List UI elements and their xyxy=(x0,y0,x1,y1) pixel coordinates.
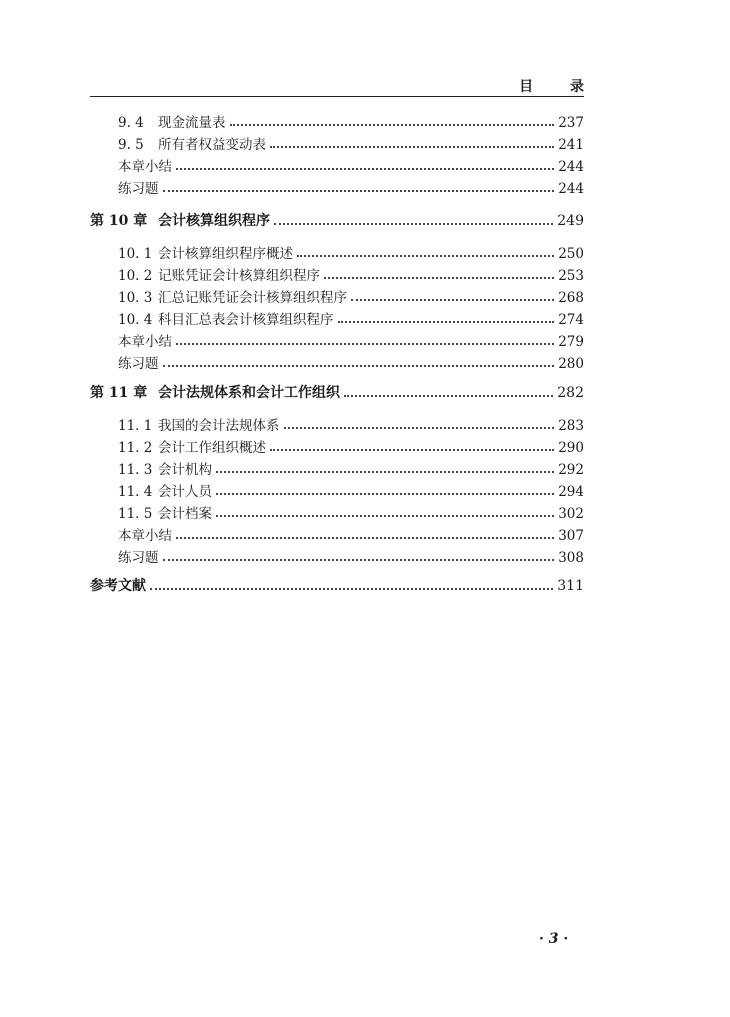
toc-section-entry xyxy=(90,286,584,306)
toc-entry-number: 9. 4 xyxy=(118,115,144,131)
dot-leader xyxy=(163,180,555,192)
toc-entry-page: 294 xyxy=(558,484,584,500)
dot-leader xyxy=(163,549,555,561)
toc-section-entry xyxy=(90,155,584,175)
toc-section-entry xyxy=(90,111,584,131)
toc-entry-page: 308 xyxy=(558,550,584,566)
toc-entry-page: 250 xyxy=(558,246,584,262)
toc-entry-page: 241 xyxy=(558,137,584,153)
toc-entry-title: 会计机构 xyxy=(158,462,212,478)
header-title: 目 录 xyxy=(519,79,600,95)
dot-leader xyxy=(270,136,554,148)
dot-leader xyxy=(338,311,555,323)
toc-entry-page: 249 xyxy=(557,213,584,229)
dot-leader xyxy=(150,578,553,590)
toc-section-entry xyxy=(90,242,584,262)
toc-entry-title: 会计人员 xyxy=(158,484,212,500)
toc-entry-page: 283 xyxy=(558,418,584,434)
page-number: · 3 · xyxy=(539,931,569,947)
toc-entry-number: 10. 2 xyxy=(118,268,153,284)
toc-entry-page: 244 xyxy=(558,159,584,175)
toc-entry-number: 11. 3 xyxy=(118,462,153,478)
toc-entry-number: 10. 1 xyxy=(118,246,153,262)
toc-entry-number: 11. 1 xyxy=(118,418,153,434)
toc-section-entry xyxy=(90,502,584,522)
toc-entry-title: 本章小结 xyxy=(118,528,172,544)
toc-entry-title: 现金流量表 xyxy=(158,115,226,131)
toc-entry-page: 274 xyxy=(558,312,584,328)
dot-leader xyxy=(176,527,554,539)
toc-entry-page: 302 xyxy=(558,506,584,522)
toc-entry-title: 本章小结 xyxy=(118,159,172,175)
toc-entry-page: 307 xyxy=(558,528,584,544)
toc-entry-page: 237 xyxy=(558,115,584,131)
toc-section-entry xyxy=(90,177,584,197)
toc-entry-page: 311 xyxy=(557,578,584,594)
dot-leader xyxy=(351,289,554,301)
toc-entry-page: 279 xyxy=(558,334,584,350)
toc-entry-title: 练习题 xyxy=(118,356,159,372)
toc-entry-number: 第 11 章 xyxy=(90,385,148,401)
toc-section-entry xyxy=(90,480,584,500)
toc-section-entry xyxy=(90,546,584,566)
toc-section-entry xyxy=(90,133,584,153)
toc-entry-title: 记账凭证会计核算组织程序 xyxy=(158,268,320,284)
dot-leader xyxy=(297,245,554,257)
toc-entry-number: 11. 4 xyxy=(118,484,153,500)
toc-entry-number: 第 10 章 xyxy=(90,213,148,229)
toc-entry-number: 9. 5 xyxy=(118,137,144,153)
toc-chapter-entry xyxy=(90,210,584,230)
dot-leader xyxy=(216,483,554,495)
dot-leader xyxy=(216,461,554,473)
toc-entry-title: 会计工作组织概述 xyxy=(158,440,266,456)
dot-leader xyxy=(230,114,555,126)
toc-entry-title: 本章小结 xyxy=(118,334,172,350)
dot-leader xyxy=(216,505,554,517)
toc-section-entry xyxy=(90,264,584,284)
toc-entry-title: 所有者权益变动表 xyxy=(158,137,266,153)
dot-leader xyxy=(270,439,554,451)
toc-section-entry xyxy=(90,436,584,456)
dot-leader xyxy=(284,417,555,429)
toc-entry-title: 科目汇总表会计核算组织程序 xyxy=(158,312,334,328)
toc-entry-title: 会计档案 xyxy=(158,506,212,522)
toc-section-entry xyxy=(90,308,584,328)
toc-section-entry xyxy=(90,458,584,478)
toc-entry-title: 汇总记账凭证会计核算组织程序 xyxy=(158,290,347,306)
toc-entry-number: 11. 2 xyxy=(118,440,153,456)
toc-entry-page: 268 xyxy=(558,290,584,306)
toc-entry-page: 292 xyxy=(558,462,584,478)
toc-entry-title: 我国的会计法规体系 xyxy=(158,418,280,434)
dot-leader xyxy=(324,267,554,279)
toc-entry-page: 280 xyxy=(558,356,584,372)
toc-section-entry xyxy=(90,352,584,372)
toc-chapter-entry xyxy=(90,575,584,595)
toc-entry-number: 11. 5 xyxy=(118,506,153,522)
toc-entry-page: 290 xyxy=(558,440,584,456)
dot-leader xyxy=(176,158,554,170)
toc-entry-title: 参考文献 xyxy=(90,578,146,594)
toc-entry-title: 会计核算组织程序概述 xyxy=(158,246,293,262)
toc-section-entry xyxy=(90,524,584,544)
toc-entry-page: 253 xyxy=(558,268,584,284)
toc-section-entry xyxy=(90,414,584,434)
dot-leader xyxy=(274,213,553,225)
running-header xyxy=(90,74,600,97)
toc-entry-title: 练习题 xyxy=(118,550,159,566)
toc-entry-title: 练习题 xyxy=(118,181,159,197)
dot-leader xyxy=(163,355,555,367)
toc-entry-number: 10. 4 xyxy=(118,312,153,328)
toc-entry-number: 10. 3 xyxy=(118,290,153,306)
toc-entry-page: 282 xyxy=(557,385,584,401)
toc-entry-title: 会计法规体系和会计工作组织 xyxy=(158,385,340,401)
toc-entry-page: 244 xyxy=(558,181,584,197)
toc-section-entry xyxy=(90,330,584,350)
toc-entry-title: 会计核算组织程序 xyxy=(158,213,270,229)
dot-leader xyxy=(176,333,554,345)
toc-chapter-entry xyxy=(90,382,584,402)
dot-leader xyxy=(344,385,553,397)
